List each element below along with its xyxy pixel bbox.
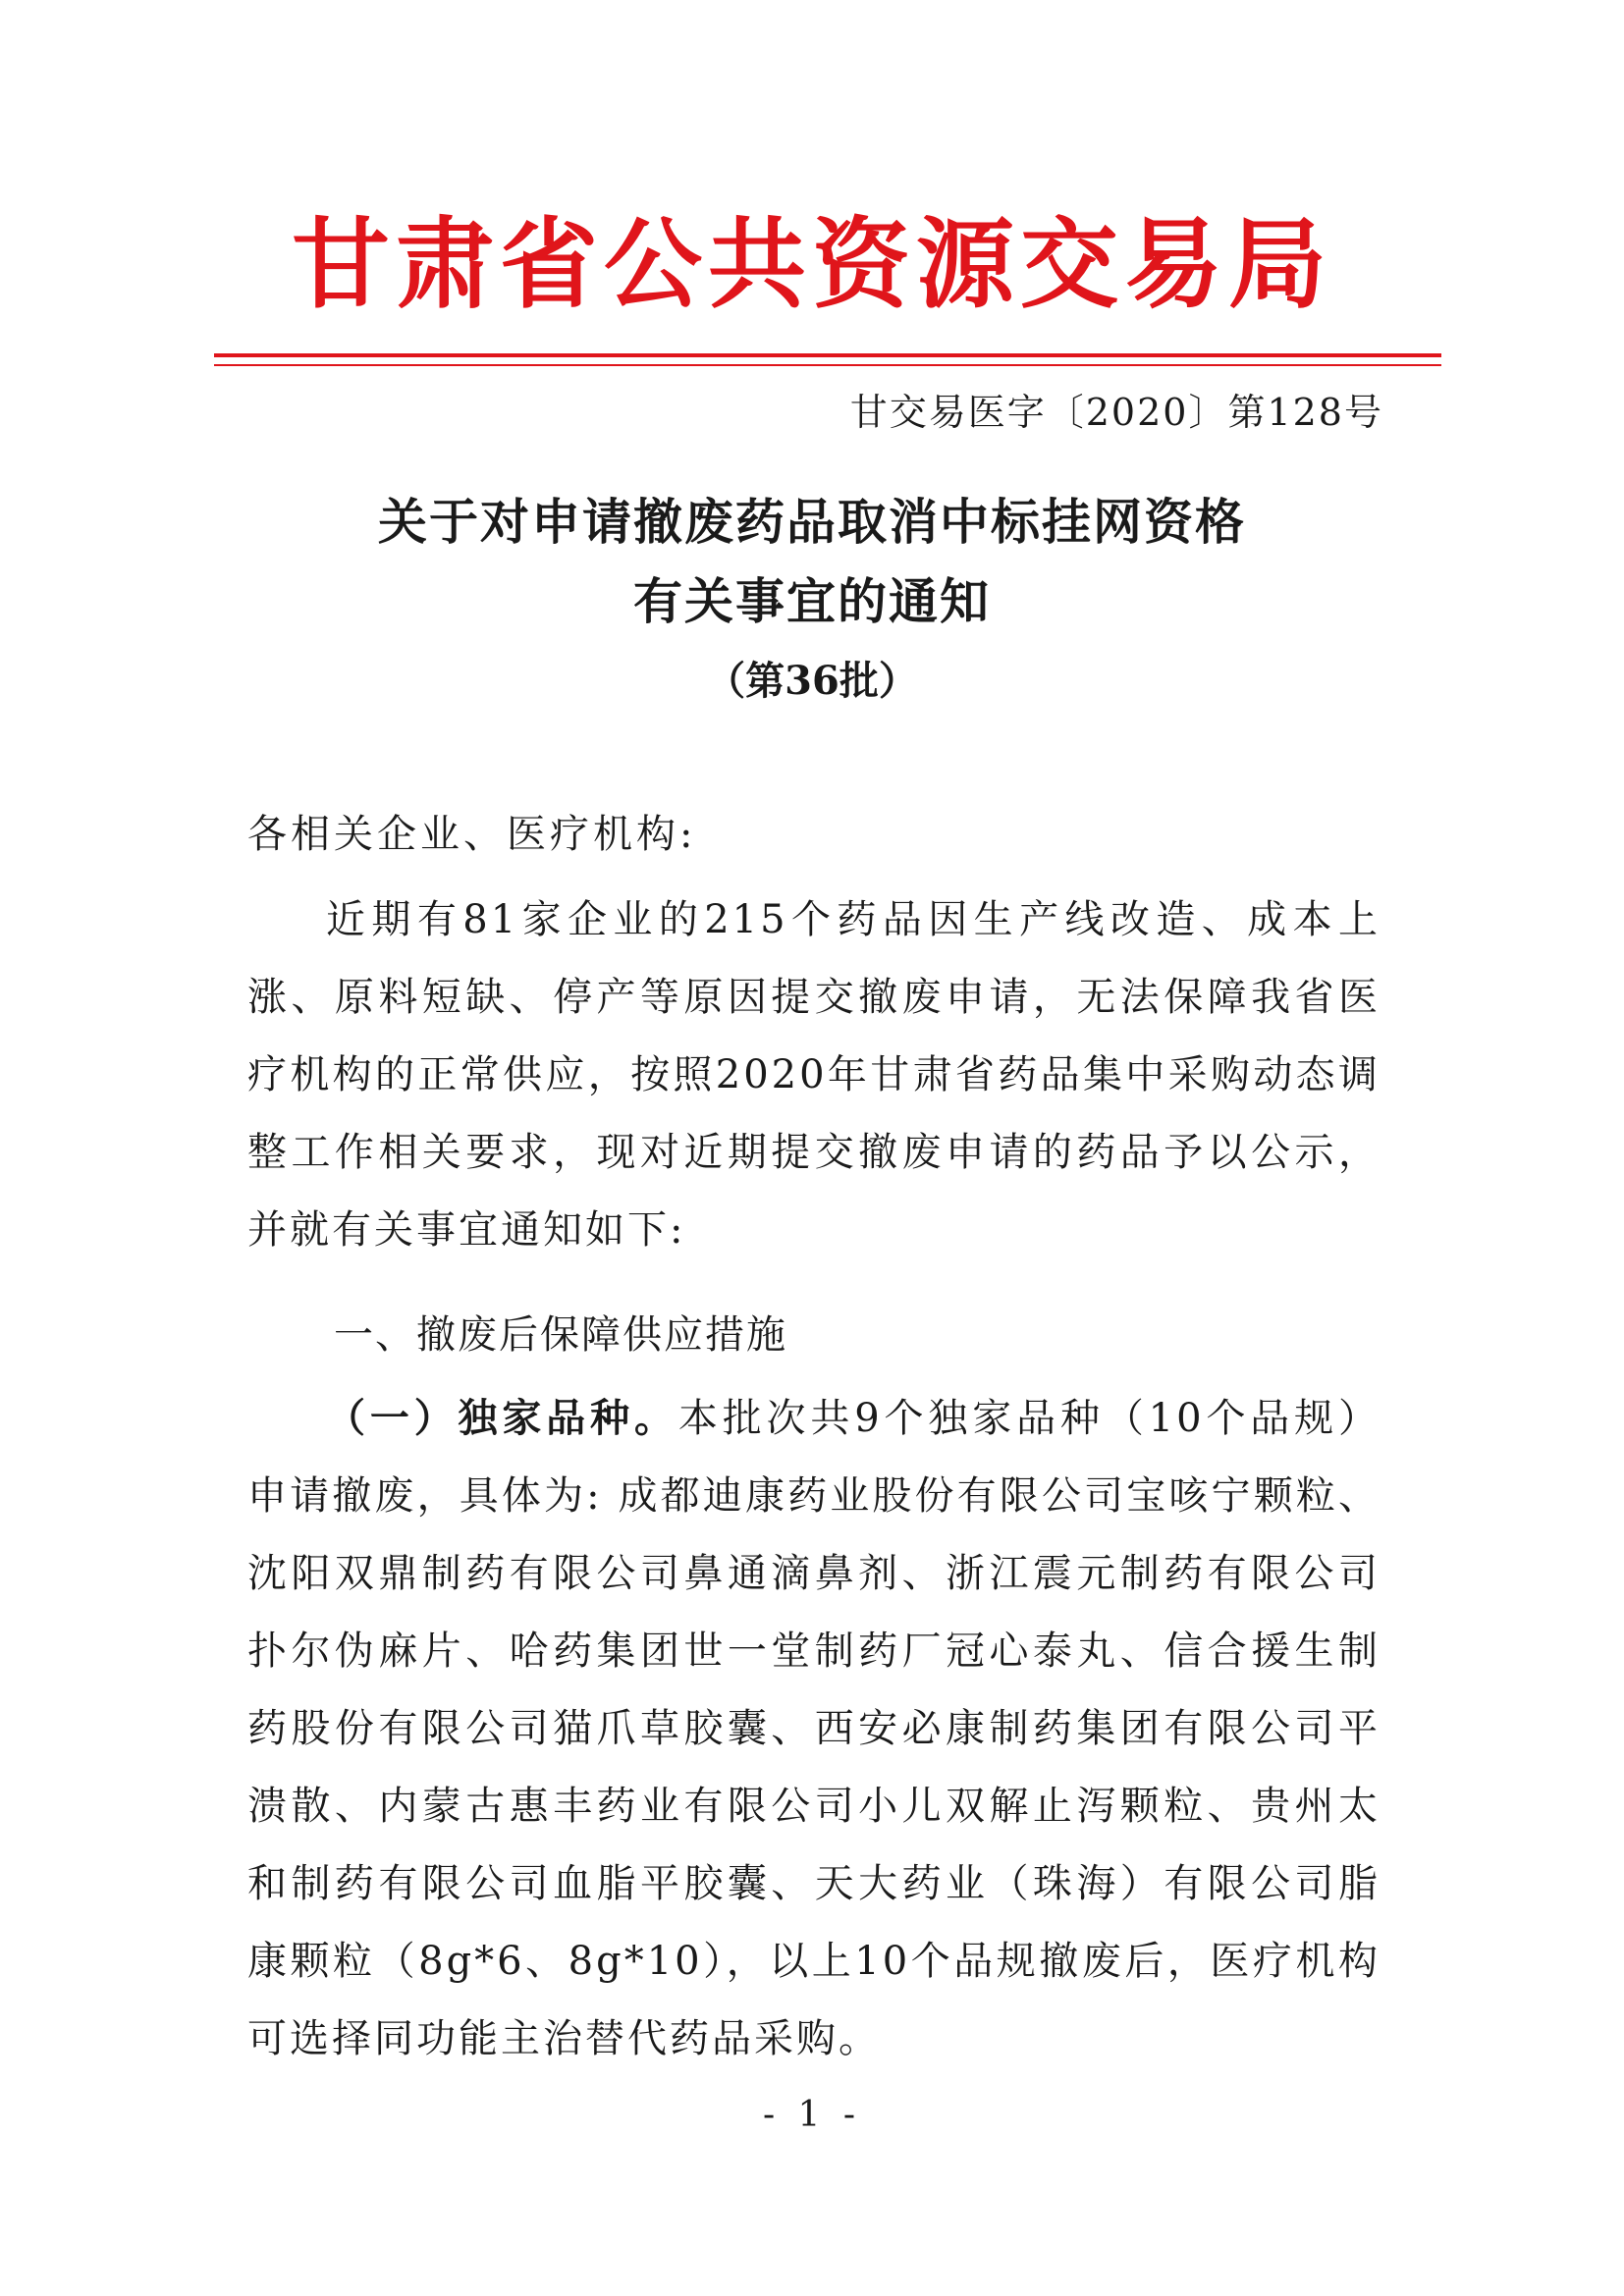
header-red-rule-thin — [214, 364, 1441, 366]
document-title-line-2: 有关事宜的通知 — [633, 572, 991, 630]
header-red-rule-thick — [214, 353, 1441, 357]
batch-number: （第36批） — [706, 658, 918, 704]
subsection-text: 本批次共9个独家品种（10个品规）申请撤废，具体为: 成都迪康药业股份有限公司宝咳宁颗粒、沈阳双鼎制药有限公司鼻通滴鼻剂、浙江震元制药有限公司扑尔伪麻片、哈药集团世一堂制药厂冠心泰丸、信合援生制药股份有限公司猫爪草胶囊、西安必康制药集团有限公司平溃散、内蒙古惠丰药业有限公司小儿双解止泻颗粒、贵州太和制药有限公司血脂平胶囊、天大药业（珠海）有限公司脂康颗粒（8g*6、8g*10），以上10个品规撤废后，医疗机构可选择同功能主治替代药品采购。 — [247, 1396, 1381, 2061]
page-number: - 1 - — [762, 2095, 862, 2135]
document-title-line-1: 关于对申请撤废药品取消中标挂网资格 — [378, 493, 1246, 551]
section-heading: 一、撤废后保障供应措施 — [334, 1312, 787, 1358]
intro-paragraph: 近期有81家企业的215个药品因生产线改造、成本上涨、原料短缺、停产等原因提交撤废申请，无法保障我省医疗机构的正常供应，按照2020年甘肃省药品集中采购动态调整工作相关要求，现对近期提交撤废申请的药品予以公示，并就有关事宜通知如下: — [247, 897, 1380, 1253]
addressee-line: 各相关企业、医疗机构: — [247, 812, 697, 857]
document-number: 甘交易医字〔2020〕第128号 — [849, 391, 1383, 434]
exclusive-varieties-paragraph — [247, 1379, 1380, 2078]
issuing-organization-header: 甘肃省公共资源交易局 — [292, 207, 1332, 322]
subsection-lead: （一）独家品种。 — [326, 1395, 678, 1441]
